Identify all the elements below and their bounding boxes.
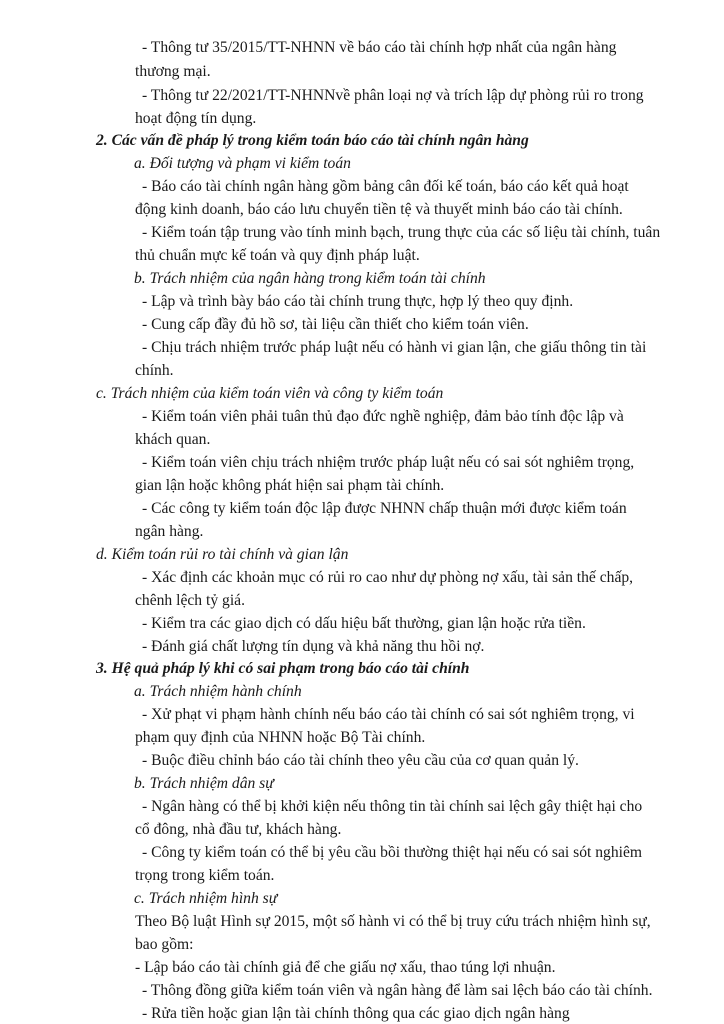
text-line: - Các công ty kiểm toán độc lập được NHNN chấp thuận mới được kiểm toán — [142, 500, 627, 517]
text-line: hoạt động tín dụng. — [135, 110, 257, 127]
text-line: - Kiểm toán viên chịu trách nhiệm trước pháp luật nếu có sai sót nghiêm trọng, — [142, 454, 635, 471]
text-line: thủ chuẩn mực kế toán và quy định pháp luật. — [135, 247, 420, 264]
text-line: - Thông đồng giữa kiểm toán viên và ngân hàng để làm sai lệch báo cáo tài chính. — [142, 982, 653, 999]
text-line: - Công ty kiểm toán có thể bị yêu cầu bồi thường thiệt hại nếu có sai sót nghiêm — [142, 844, 643, 861]
subsection-heading: a. Trách nhiệm hành chính — [134, 683, 302, 700]
text-line: - Rửa tiền hoặc gian lận tài chính thông qua các giao dịch ngân hàng — [142, 1005, 570, 1022]
text-line: - Buộc điều chỉnh báo cáo tài chính theo yêu cầu của cơ quan quản lý. — [142, 752, 579, 769]
text-line: - Chịu trách nhiệm trước pháp luật nếu có hành vi gian lận, che giấu thông tin tài — [142, 339, 647, 356]
text-line: - Báo cáo tài chính ngân hàng gồm bảng cân đối kế toán, báo cáo kết quả hoạt — [142, 178, 629, 195]
text-line: chính. — [135, 362, 174, 379]
subsection-heading: b. Trách nhiệm dân sự — [134, 775, 274, 792]
text-line: khách quan. — [135, 431, 211, 448]
text-line: thương mại. — [135, 63, 211, 80]
subsection-heading: c. Trách nhiệm hình sự — [134, 890, 278, 907]
text-line: Theo Bộ luật Hình sự 2015, một số hành vi có thể bị truy cứu trách nhiệm hình sự, — [135, 913, 651, 930]
text-line: - Xử phạt vi phạm hành chính nếu báo cáo tài chính có sai sót nghiêm trọng, vi — [142, 706, 635, 723]
text-line: - Cung cấp đầy đủ hồ sơ, tài liệu cần thiết cho kiểm toán viên. — [142, 316, 529, 333]
text-line: - Thông tư 22/2021/TT-NHNNvề phân loại nợ và trích lập dự phòng rủi ro trong — [142, 87, 644, 104]
text-line: trọng trong kiểm toán. — [135, 867, 275, 884]
text-line: bao gồm: — [135, 936, 194, 953]
text-line: - Đánh giá chất lượng tín dụng và khả năng thu hồi nợ. — [142, 638, 485, 655]
text-line: - Ngân hàng có thể bị khởi kiện nếu thông tin tài chính sai lệch gây thiệt hại cho — [142, 798, 643, 815]
subsection-heading: a. Đối tượng và phạm vi kiểm toán — [134, 155, 351, 172]
text-line: - Lập báo cáo tài chính giả để che giấu nợ xấu, thao túng lợi nhuận. — [135, 959, 556, 976]
section-heading: 2. Các vấn đề pháp lý trong kiểm toán báo cáo tài chính ngân hàng — [96, 132, 529, 149]
text-line: động kinh doanh, báo cáo lưu chuyển tiền tệ và thuyết minh báo cáo tài chính. — [135, 201, 623, 218]
text-line: gian lận hoặc không phát hiện sai phạm tài chính. — [135, 477, 445, 494]
text-line: cổ đông, nhà đầu tư, khách hàng. — [135, 821, 342, 838]
text-line: - Kiểm toán tập trung vào tính minh bạch, trung thực của các số liệu tài chính, tuân — [142, 224, 661, 241]
text-line: - Xác định các khoản mục có rủi ro cao như dự phòng nợ xấu, tài sản thế chấp, — [142, 569, 634, 586]
text-line: - Lập và trình bày báo cáo tài chính trung thực, hợp lý theo quy định. — [142, 293, 574, 310]
text-line: - Kiểm toán viên phải tuân thủ đạo đức nghề nghiệp, đảm bảo tính độc lập và — [142, 408, 624, 425]
text-line: chênh lệch tỷ giá. — [135, 592, 245, 609]
text-line: phạm quy định của NHNN hoặc Bộ Tài chính. — [135, 729, 426, 746]
subsection-heading: d. Kiểm toán rủi ro tài chính và gian lận — [96, 546, 349, 563]
subsection-heading: c. Trách nhiệm của kiểm toán viên và công ty kiểm toán — [96, 385, 444, 402]
text-line: - Thông tư 35/2015/TT-NHNN về báo cáo tài chính hợp nhất của ngân hàng — [142, 39, 617, 56]
text-line: ngân hàng. — [135, 523, 204, 540]
section-heading: 3. Hệ quả pháp lý khi có sai phạm trong báo cáo tài chính — [96, 660, 470, 677]
subsection-heading: b. Trách nhiệm của ngân hàng trong kiểm toán tài chính — [134, 270, 486, 287]
text-line: - Kiểm tra các giao dịch có dấu hiệu bất thường, gian lận hoặc rửa tiền. — [142, 615, 586, 632]
